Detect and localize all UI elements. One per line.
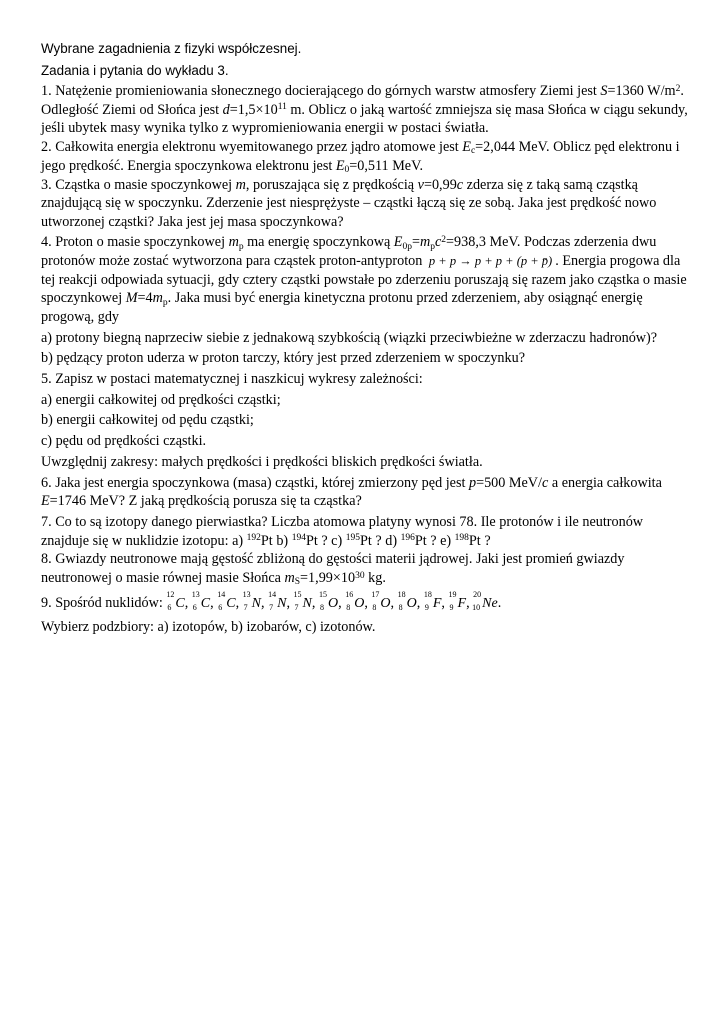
nuclide [423,589,442,614]
worksheet-page [41,38,691,637]
atomic-number: 8 [398,602,403,612]
atomic-number: 7 [294,602,299,612]
nuclide [166,589,185,614]
atomic-number: 8 [372,602,377,612]
mass-number: 17 [371,589,380,599]
atomic-number: 8 [346,602,351,612]
separator: , [466,594,474,611]
mass-number: 14 [217,589,226,599]
nuclide [293,589,312,614]
mass-number: 16 [345,589,354,599]
problem-5-note: Uwzględnij zakresy: małych prędkości i prędkości bliskich prędkości światła. [41,453,483,470]
separator: , [338,594,346,611]
element-symbol: F [457,595,467,611]
separator: , [416,594,424,611]
element-symbol: O [406,595,417,611]
element-symbol: N [251,595,261,611]
mass-number: 13 [242,589,251,599]
element-symbol: N [277,595,287,611]
atomic-number: 6 [218,602,223,612]
atomic-number: 6 [167,602,172,612]
element-symbol: O [380,595,391,611]
separator: , [210,594,218,611]
problem-8: 8. Gwiazdy neutronowe mają gęstość zbliżoną do gęstości materii jądrowej. Jaki jest promień gwiazdy neutronowej o masie równej masie Słońca $m_S=1,99\times 10^{30}$ kg. [41,551,625,588]
element-symbol: Ne [482,595,498,611]
element-symbol: N [302,595,312,611]
problem-1: 1. Natężenie promieniowania słonecznego docierającego do górnych warstw atmosfery Ziemi jest S=1360 $W/m^2$. Odległość Ziemi od Słońca jest $d=1,5\times 10^{11}$ m. Oblicz o jaką wartość zmniejsza się masa Słońca w ciągu sekundy, jeśli ubytek masy wynika tylko z wypromieniowania energii w postaci światła. [41,83,688,137]
element-symbol: C [226,595,236,611]
nuclide [397,589,417,614]
separator: , [235,594,243,611]
separator: , [390,594,398,611]
course-title: Wybrane zagadnienia z fizyki współczesnej. [41,41,302,56]
problem-5-item-a: a) energii całkowitej od prędkości cząstki; [41,391,281,408]
problem-5-item-c: c) pędu od prędkości cząstki. [41,433,207,450]
separator: , [441,594,449,611]
mass-number: 15 [293,589,302,599]
worksheet-subtitle: Zadania i pytania do wykładu 3. [41,63,229,78]
nuclide-list [166,589,502,612]
nuclide [217,589,236,614]
reaction-equation: p + p → p + p + (p + p̄) [428,253,553,268]
nuclide [318,589,339,614]
problem-7: 7. Co to są izotopy danego pierwiastka? Liczba atomowa platyny wynosi 78. Ile protonów i ile neutronów znajduje się w nuklidzie izotopu: a) $^{192}$Pt b) $^{194}$Pt ? c) $^{195}$Pt ? d) $^{196}$Pt ? e) $^{198}$Pt ? [41,513,644,549]
mass-number: 12 [166,589,175,599]
nuclide [448,589,467,614]
element-symbol: C [175,595,185,611]
separator: , [364,594,372,611]
nuclide [371,589,391,614]
mass-number: 20 [473,589,482,599]
problem-6: 6. Jaka jest energia spoczynkowa (masa) cząstki, której zmierzony pęd jest p=500 MeV/c a energia całkowita E=1746 MeV? Z jaką prędkością porusza się ta cząstka? [41,474,662,510]
problem-5-item-b: b) energii całkowitej od pędu cząstki; [41,412,254,429]
problem-4-option-b: b) pędzący proton uderza w proton tarczy, który jest przed zderzeniem w spoczynku? [41,350,526,367]
nuclide [242,589,261,614]
mass-number: 14 [268,589,277,599]
problem-9: 9. Spośród nuklidów: 12 6 C, 13 6 C, 14 6 C, 13 7 N, 14 7 N, 15 7 N, 15 8 O, 16 8 O, 17 8 O, 18 8 O, 18 9 F, 19 9 F, 20 10 Ne. [41,589,502,612]
element-symbol: O [327,595,339,611]
nuclide [191,589,211,614]
mass-number: 18 [397,589,406,599]
separator: , [261,594,269,611]
atomic-number: 9 [449,602,454,612]
atomic-number: 7 [243,602,248,612]
mass-number: 13 [191,589,200,599]
problem-2: 2. Całkowita energia elektronu wyemitowanego przez jądro atomowe jest $E_c=2,044$ MeV. Oblicz pęd elektronu i jego prędkość. Energia spoczynkowa elektronu jest $E_0=0,511$ MeV. [41,139,680,176]
problem-3: 3. Cząstka o masie spoczynkowej m, poruszająca się z prędkością v=0,99c zderza się z taką samą cząstką znajdującą się w spoczynku. Zderzenie jest niesprężyste – cząstki łączą się ze sobą. Jaka jest prędkość nowo utworzonej cząstki? Jaka jest jej masa spoczynkowa? [41,176,657,230]
element-symbol: O [354,595,365,611]
mass-number: 19 [448,589,457,599]
element-symbol: F [432,595,442,611]
problem-4-option-a: a) protony biegną naprzeciw siebie z jednakową szybkością (wiązki przeciwbieżne w zderzaczu hadronów)? [41,329,658,346]
atomic-number: 9 [424,602,429,612]
separator: , [184,594,192,611]
nuclide [472,589,498,614]
separator: , [286,594,294,611]
mass-number: 15 [318,589,327,599]
problem-9-task: Wybierz podzbiory: a) izotopów, b) izobarów, c) izotonów. [41,619,376,636]
atomic-number: 7 [269,602,274,612]
nuclide [345,589,365,614]
separator: . [497,594,502,611]
atomic-number: 10 [472,602,481,612]
problem-5: 5. Zapisz w postaci matematycznej i naszkicuj wykresy zależności: [41,371,423,388]
element-symbol: C [200,595,211,611]
atomic-number: 6 [192,602,197,612]
nuclide [268,589,287,614]
atomic-number: 8 [319,602,324,612]
separator: , [311,594,319,611]
mass-number: 18 [423,589,432,599]
problem-4: 4. Proton o masie spoczynkowej $m_p$ ma energię spoczynkową $E_{0p}=m_pc^2=938,3$ MeV. Podczas zderzenia dwu protonów może zostać wytworzona para cząstek proton-antyproton p + p → p + p + (p + p̄) . Energia progowa dla tej reakcji odpowiada sytuacji, gdy cztery cząstki powstałe po zderzeniu poruszają się razem jako cząstka o masie spoczynkowej $M=4m_p$. Jaka musi być energia kinetyczna protonu przed zderzeniem, aby osiągnąć energię progową, gdy [41,234,687,325]
